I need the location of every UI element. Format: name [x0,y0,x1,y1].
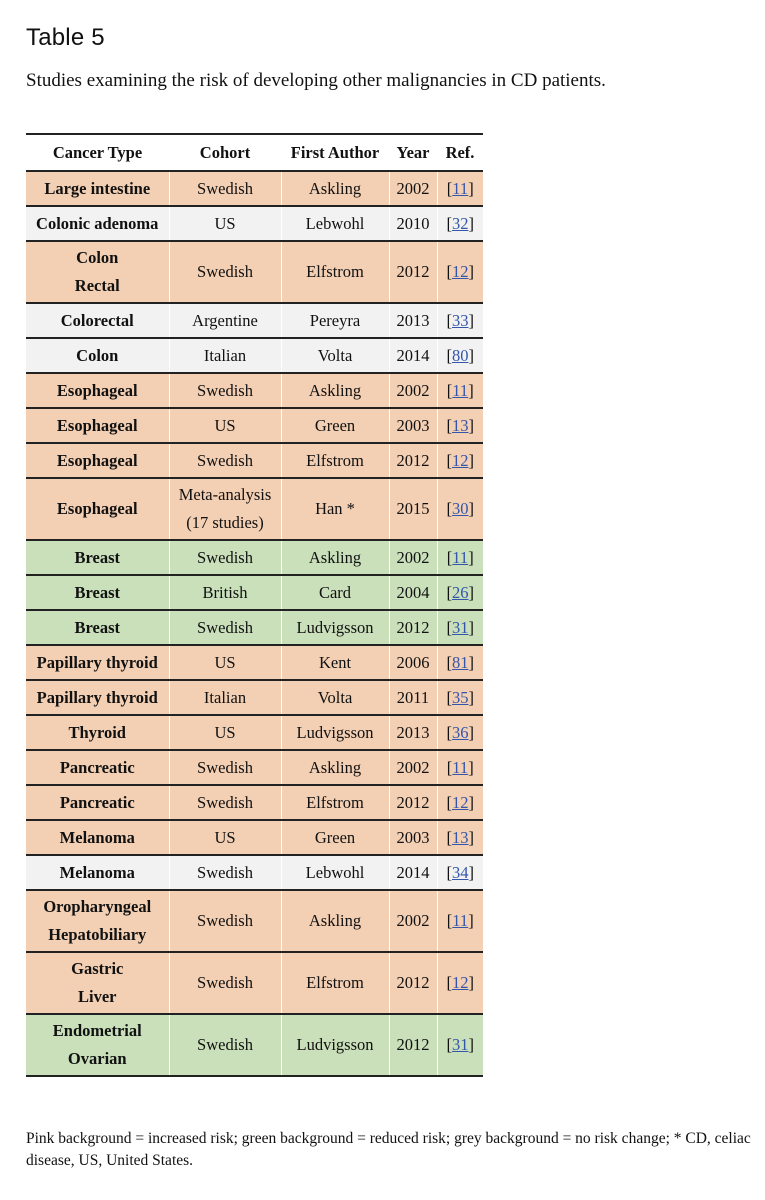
reference-link[interactable]: 11 [452,911,469,930]
ref-cell: [12] [437,241,483,303]
year-cell: 2002 [389,373,437,408]
cohort-cell-line: Swedish [197,973,253,992]
cohort-cell-line: Italian [203,345,247,365]
cohort-cell [169,890,281,952]
table-row [26,1014,483,1076]
reference-link[interactable]: 12 [452,792,469,812]
first-author-cell: Kent [281,645,389,680]
cohort-cell [169,750,281,785]
cohort-cell-line: US [214,722,236,742]
ref-cell: [30] [437,478,483,540]
year-cell: 2003 [389,408,437,443]
table-row [26,715,483,750]
ref-cell: [35] [437,680,483,715]
year-cell: 2014 [389,338,437,373]
cancer-type-cell [26,820,169,855]
ref-cell: [31] [437,610,483,645]
cancer-type-cell [26,206,169,241]
table-row [26,750,483,785]
first-author-cell: Askling [281,171,389,206]
cancer-type-cell [26,680,169,715]
ref-cell: [12] [437,785,483,820]
first-author-cell: Askling [281,540,389,575]
cohort-cell [169,952,281,1014]
first-author-cell: Askling [281,373,389,408]
cohort-cell-line: Swedish [197,617,253,637]
table-row [26,575,483,610]
first-author-cell: Card [281,575,389,610]
cancer-type-cell [26,715,169,750]
first-author-cell: Ludvigsson [281,1014,389,1076]
table-row [26,540,483,575]
cohort-cell [169,645,281,680]
cohort-cell [169,408,281,443]
year-cell: 2003 [389,820,437,855]
cancer-type-cell [26,443,169,478]
cohort-cell-line: Swedish [197,757,253,777]
cohort-cell [169,785,281,820]
table-row [26,952,483,1014]
cancer-type-cell-line: Hepatobiliary [48,925,147,944]
cancer-type-cell-line: Papillary thyroid [36,687,158,707]
cohort-cell [169,171,281,206]
reference-link[interactable]: 34 [452,862,469,882]
cancer-type-cell [26,750,169,785]
cancer-type-cell-line: Melanoma [59,862,135,882]
cancer-type-cell-line: Melanoma [59,827,135,847]
year-cell: 2012 [389,241,437,303]
studies-table [26,133,483,1077]
cancer-type-cell-line: Ovarian [67,1049,127,1068]
first-author-cell: Volta [281,680,389,715]
cohort-cell [169,478,281,540]
reference-link[interactable]: 31 [452,617,469,637]
table-row [26,478,483,540]
cancer-type-cell [26,890,169,952]
ref-cell: [11] [437,890,483,952]
reference-link[interactable]: 81 [452,652,469,672]
cohort-cell [169,610,281,645]
first-author-cell: Green [281,408,389,443]
table-row [26,241,483,303]
reference-link[interactable]: 26 [452,582,469,602]
table-row [26,610,483,645]
reference-link[interactable]: 11 [452,380,469,400]
first-author-cell: Askling [281,750,389,785]
cancer-type-cell-line: Colorectal [60,310,134,330]
year-cell: 2014 [389,855,437,890]
reference-link[interactable]: 11 [452,547,469,567]
cancer-type-cell-line: Esophageal [56,415,138,435]
ref-cell: [11] [437,750,483,785]
table-row [26,206,483,241]
first-author-cell: Ludvigsson [281,610,389,645]
ref-cell: [13] [437,408,483,443]
ref-cell: [12] [437,952,483,1014]
year-cell: 2004 [389,575,437,610]
cohort-cell [169,540,281,575]
ref-cell: [31] [437,1014,483,1076]
ref-cell: [11] [437,540,483,575]
reference-link[interactable]: 32 [452,213,469,233]
first-author-cell: Han * [281,478,389,540]
cohort-cell-line: US [214,652,236,672]
table-header-row [26,134,483,171]
cancer-type-cell [26,610,169,645]
cohort-cell-line: Swedish [197,450,253,470]
cancer-type-cell [26,478,169,540]
cancer-type-cell-line: Rectal [74,276,120,295]
cancer-type-cell [26,303,169,338]
cohort-cell-line: Swedish [197,262,253,281]
cohort-cell-line: British [202,582,248,602]
cohort-cell [169,575,281,610]
reference-link[interactable]: 12 [452,973,469,992]
reference-link[interactable]: 80 [452,345,469,365]
ref-cell: [12] [437,443,483,478]
reference-link[interactable]: 30 [452,499,469,518]
first-author-cell: Elfstrom [281,785,389,820]
table-row [26,303,483,338]
table-row [26,820,483,855]
reference-link[interactable]: 13 [452,827,469,847]
cancer-type-cell-line: Oropharyngeal [43,897,152,916]
cohort-cell [169,680,281,715]
table-row [26,785,483,820]
cancer-type-cell [26,952,169,1014]
table-caption: Studies examining the risk of developing other malignancies in CD patients. [26,70,606,91]
year-cell: 2002 [389,750,437,785]
cancer-type-cell-line: Papillary thyroid [36,652,158,672]
cohort-cell-line: Swedish [197,792,253,812]
year-cell: 2002 [389,890,437,952]
ref-cell: [34] [437,855,483,890]
column-header-cancer-type: Cancer Type [26,134,169,171]
cohort-cell-line: Swedish [197,380,253,400]
cancer-type-cell-line: Breast [74,617,121,637]
year-cell: 2011 [389,680,437,715]
cancer-type-cell [26,171,169,206]
table-body [26,171,483,1076]
cohort-cell-line: Swedish [197,547,253,567]
cohort-cell-line: US [214,827,236,847]
cohort-cell [169,715,281,750]
cancer-type-cell-line: Endometrial [52,1021,142,1040]
cancer-type-cell [26,785,169,820]
reference-link[interactable]: 31 [452,1035,469,1054]
cohort-cell-line: US [214,415,236,435]
year-cell: 2010 [389,206,437,241]
cohort-cell-line: US [214,213,236,233]
cohort-cell [169,303,281,338]
cancer-type-cell [26,338,169,373]
year-cell: 2013 [389,303,437,338]
cancer-type-cell-line: Breast [74,547,121,567]
table-row [26,408,483,443]
cohort-cell [169,820,281,855]
cancer-type-cell-line: Thyroid [68,722,126,742]
cancer-type-cell-line: Gastric [71,959,124,978]
column-header-year: Year [389,134,437,171]
cancer-type-cell [26,540,169,575]
reference-link[interactable]: 12 [452,262,469,281]
year-cell: 2012 [389,443,437,478]
cohort-cell [169,206,281,241]
ref-cell: [32] [437,206,483,241]
cohort-cell-line: Swedish [197,1035,253,1054]
cancer-type-cell-line: Breast [74,582,121,602]
year-cell: 2015 [389,478,437,540]
table-row [26,443,483,478]
reference-link[interactable]: 35 [452,687,469,707]
year-cell: 2012 [389,952,437,1014]
cancer-type-cell-line: Pancreatic [59,757,135,777]
table-footnote: Pink background = increased risk; green background = reduced risk; grey background = no risk change; * CD, celiac disease, US, United States. [26,1130,751,1169]
cohort-cell-line: Argentine [192,310,258,330]
cohort-cell [169,241,281,303]
table-title: Table 5 [26,24,105,51]
table-row [26,855,483,890]
reference-link[interactable]: 11 [452,178,469,198]
year-cell: 2012 [389,610,437,645]
cohort-cell-line: Swedish [197,178,253,198]
cohort-cell [169,443,281,478]
first-author-cell: Elfstrom [281,241,389,303]
ref-cell: [80] [437,338,483,373]
ref-cell: [11] [437,373,483,408]
column-header-first-author: First Author [281,134,389,171]
table-row [26,645,483,680]
cohort-cell-line: Italian [203,687,247,707]
cohort-cell [169,338,281,373]
cohort-cell-line: Meta-analysis [178,485,272,504]
first-author-cell: Askling [281,890,389,952]
cancer-type-cell [26,241,169,303]
cancer-type-cell-line: Esophageal [56,380,138,400]
cohort-cell [169,855,281,890]
table-row [26,680,483,715]
cancer-type-cell-line: Esophageal [56,450,138,470]
reference-link[interactable]: 36 [452,722,469,742]
cancer-type-cell-line: Large intestine [44,178,151,198]
year-cell: 2013 [389,715,437,750]
cohort-cell [169,373,281,408]
cancer-type-cell-line: Pancreatic [59,792,135,812]
first-author-cell: Lebwohl [281,855,389,890]
first-author-cell: Volta [281,338,389,373]
cohort-cell [169,1014,281,1076]
column-header-cohort: Cohort [169,134,281,171]
year-cell: 2012 [389,1014,437,1076]
cancer-type-cell-line: Colonic adenoma [36,213,159,233]
reference-link[interactable]: 33 [452,310,469,330]
ref-cell: [11] [437,171,483,206]
reference-link[interactable]: 11 [452,757,469,777]
cohort-cell-line: (17 studies) [186,513,264,532]
cancer-type-cell [26,575,169,610]
cancer-type-cell-line: Esophageal [56,499,138,518]
cancer-type-cell [26,1014,169,1076]
cancer-type-cell [26,408,169,443]
reference-link[interactable]: 13 [452,415,469,435]
year-cell: 2002 [389,171,437,206]
ref-cell: [13] [437,820,483,855]
reference-link[interactable]: 12 [452,450,469,470]
column-header-ref: Ref. [437,134,483,171]
table-row [26,338,483,373]
first-author-cell: Elfstrom [281,952,389,1014]
first-author-cell: Elfstrom [281,443,389,478]
year-cell: 2006 [389,645,437,680]
table-row [26,171,483,206]
year-cell: 2012 [389,785,437,820]
cohort-cell-line: Swedish [197,862,253,882]
table-row [26,890,483,952]
ref-cell: [33] [437,303,483,338]
cohort-cell-line: Swedish [197,911,253,930]
cancer-type-cell [26,645,169,680]
cancer-type-cell [26,855,169,890]
year-cell: 2002 [389,540,437,575]
cancer-type-cell-line: Liver [78,987,117,1006]
first-author-cell: Green [281,820,389,855]
first-author-cell: Pereyra [281,303,389,338]
ref-cell: [81] [437,645,483,680]
ref-cell: [36] [437,715,483,750]
ref-cell: [26] [437,575,483,610]
cancer-type-cell-line: Colon [76,248,119,267]
cancer-type-cell [26,373,169,408]
first-author-cell: Lebwohl [281,206,389,241]
cancer-type-cell-line: Colon [76,345,119,365]
first-author-cell: Ludvigsson [281,715,389,750]
table-row [26,373,483,408]
